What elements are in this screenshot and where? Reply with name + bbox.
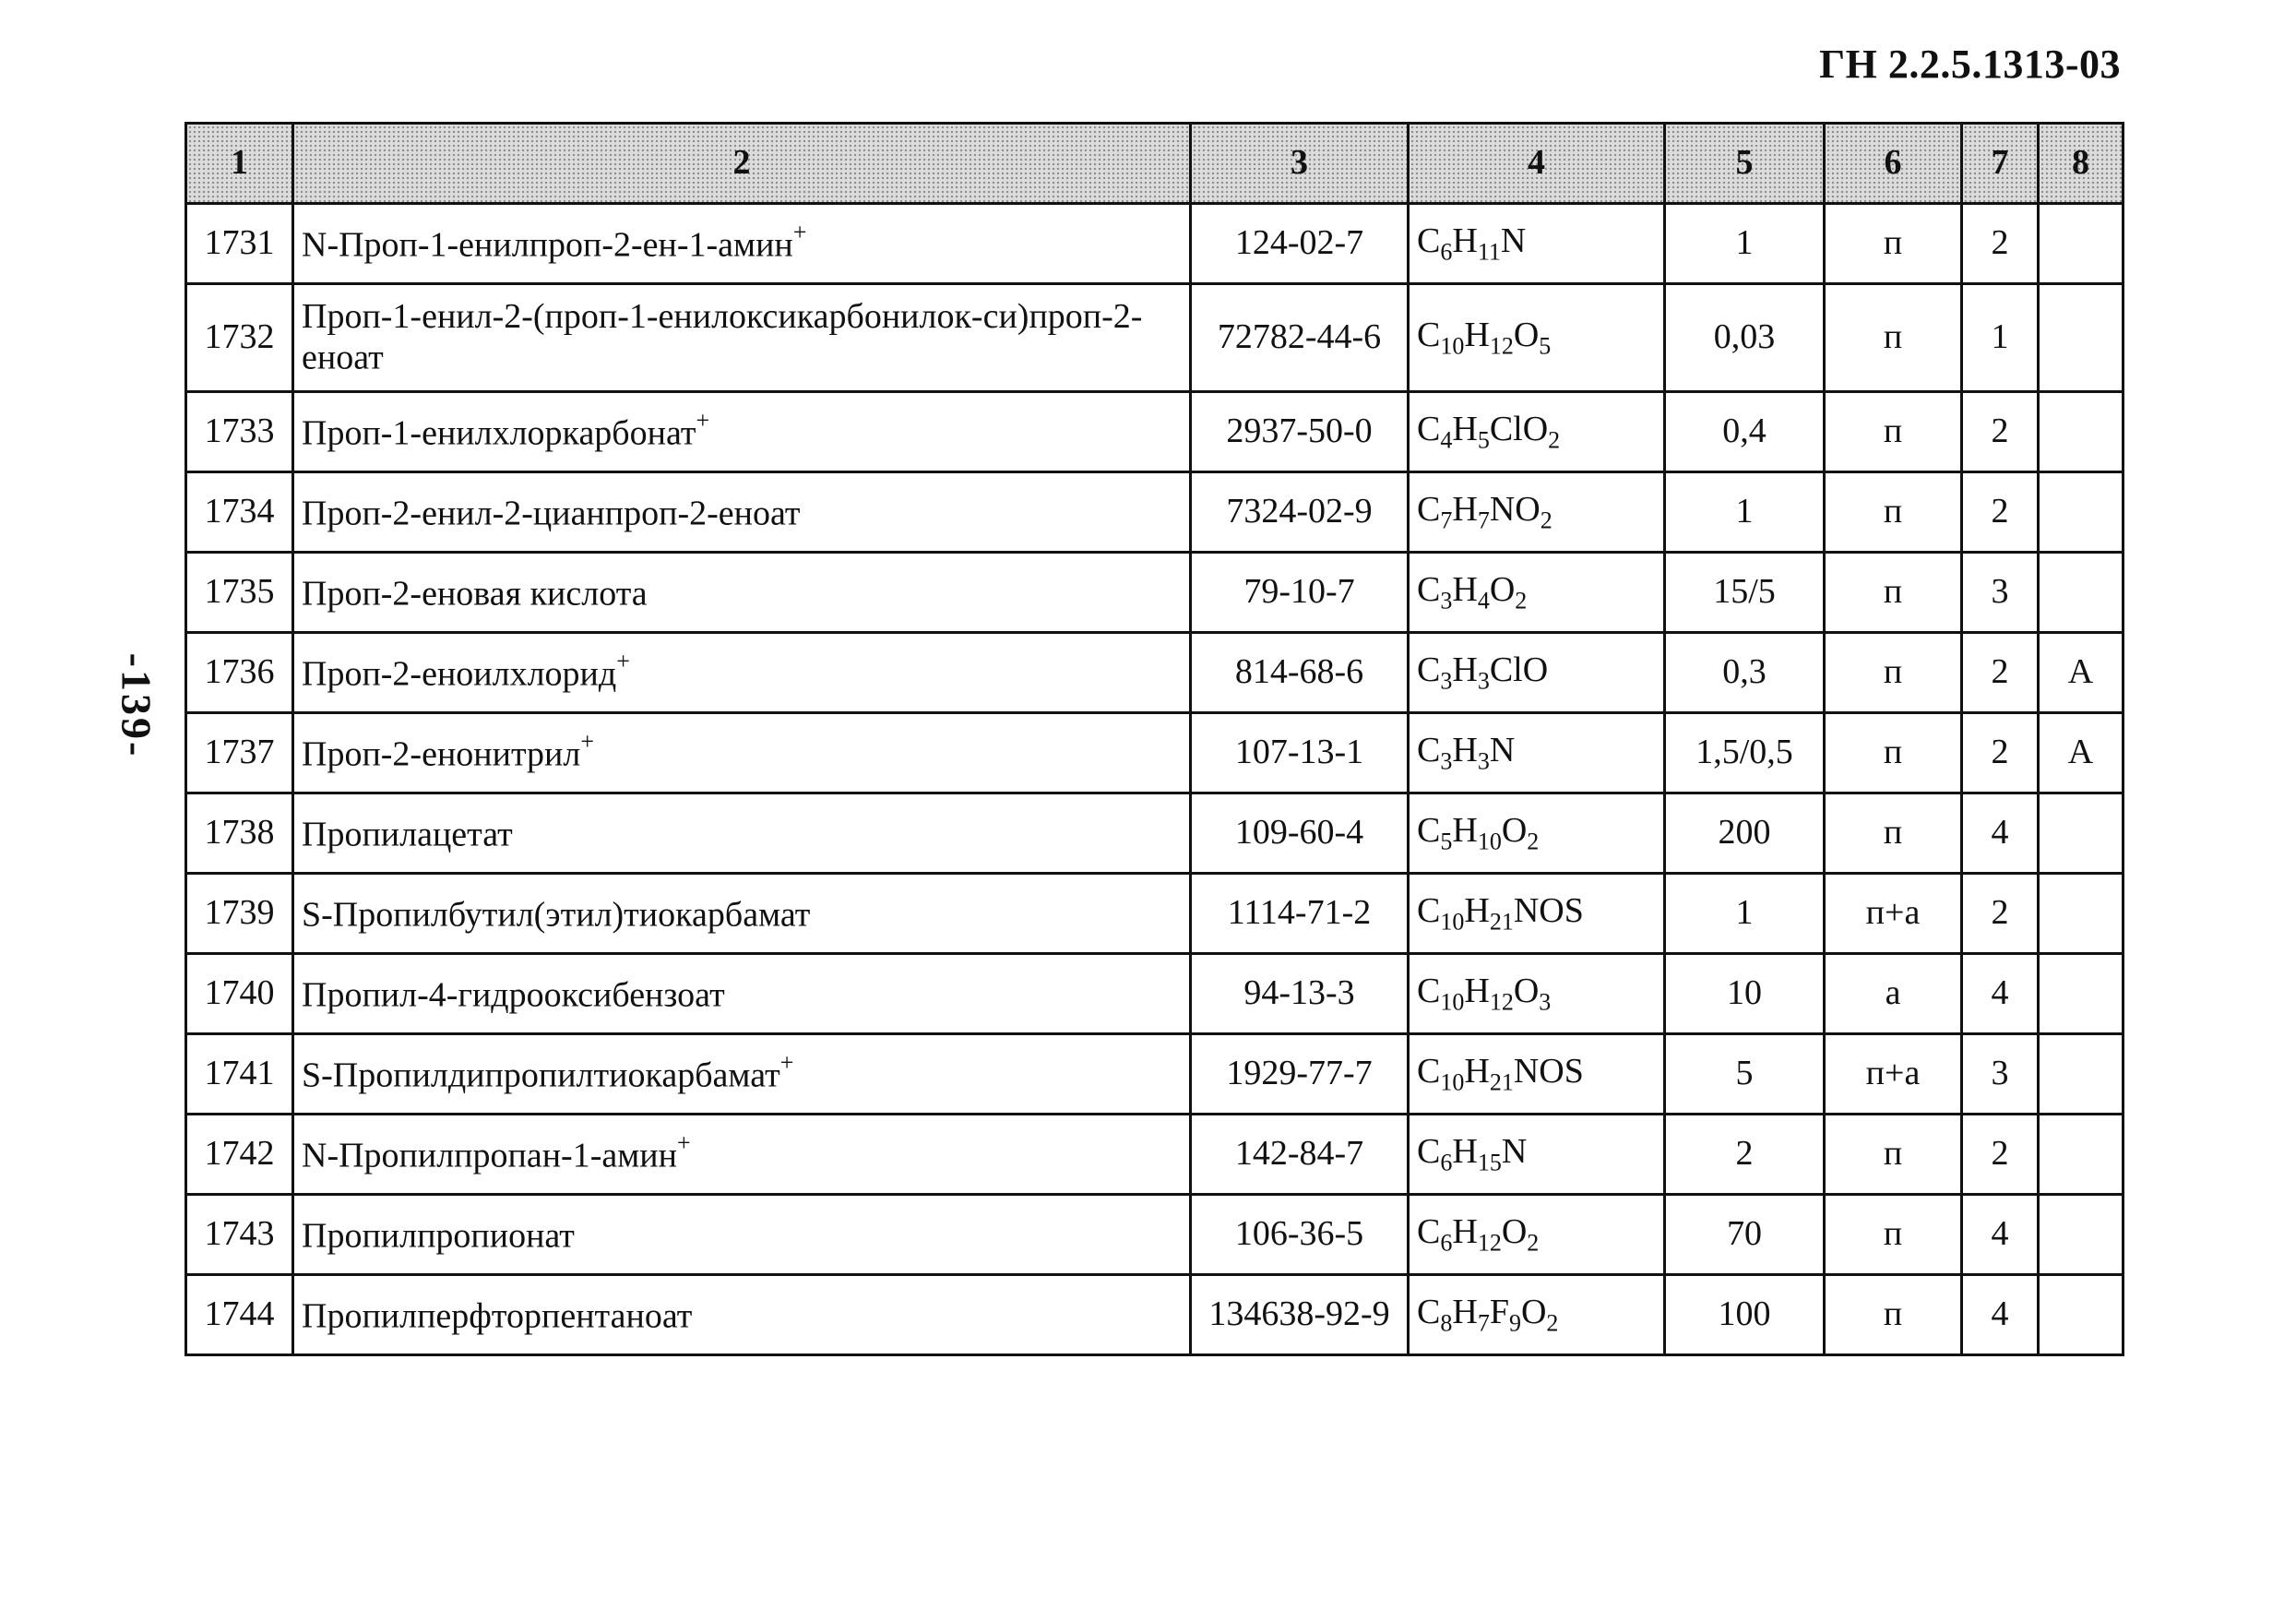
substance-name-cell <box>293 874 1191 954</box>
formula-element: O <box>1501 1211 1528 1251</box>
note-cell <box>2039 1034 2124 1115</box>
note-cell <box>2039 1275 2124 1355</box>
formula-subscript: 5 <box>1539 332 1552 360</box>
formula-subscript: 6 <box>1440 238 1453 266</box>
note-cell <box>2039 874 2124 954</box>
formula-subscript: 11 <box>1477 238 1501 266</box>
substance-name-cell <box>293 392 1191 472</box>
plus-marker: + <box>616 647 630 674</box>
hazard-class-cell: 4 <box>1962 1275 2039 1355</box>
formula-cell <box>1409 392 1665 472</box>
formula-subscript: 10 <box>1440 332 1465 360</box>
row-number-cell: 1733 <box>186 392 293 472</box>
formula-element: C <box>1417 1051 1441 1091</box>
substance-name: Проп-1-енилхлоркарбонат <box>302 413 696 453</box>
formula-element: C <box>1417 1131 1441 1171</box>
formula-cell <box>1409 553 1665 633</box>
hazard-class-cell: 2 <box>1962 472 2039 553</box>
substance-name-cell <box>293 553 1191 633</box>
formula-subscript: 3 <box>1477 747 1490 775</box>
formula-subscript: 8 <box>1440 1309 1453 1337</box>
note-cell: A <box>2039 633 2124 713</box>
value-cell: 70 <box>1665 1195 1825 1275</box>
formula-subscript: 2 <box>1515 587 1528 614</box>
formula-element: C <box>1417 1292 1441 1331</box>
column-header: 2 <box>293 124 1191 204</box>
formula-element: C <box>1417 569 1441 609</box>
table-row <box>186 472 2124 553</box>
row-number-cell: 1742 <box>186 1115 293 1195</box>
formula-subscript: 12 <box>1489 988 1514 1016</box>
column-header: 8 <box>2039 124 2124 204</box>
value-cell: 1 <box>1665 874 1825 954</box>
cas-number-cell: 2937-50-0 <box>1191 392 1409 472</box>
substance-name: S-Пропилдипропилтиокарбамат <box>302 1055 780 1095</box>
formula-subscript: 10 <box>1477 828 1502 855</box>
substance-name: N-Пропилпропан-1-амин <box>302 1136 677 1175</box>
formula-element: C <box>1417 810 1441 850</box>
formula-element: H <box>1452 221 1478 260</box>
formula-element: C <box>1417 409 1441 448</box>
cas-number-cell: 79-10-7 <box>1191 553 1409 633</box>
hazard-class-cell: 2 <box>1962 633 2039 713</box>
value-cell: 200 <box>1665 793 1825 874</box>
formula-element: ClO <box>1489 409 1549 448</box>
note-cell: A <box>2039 713 2124 793</box>
formula-element: H <box>1452 569 1478 609</box>
state-cell: п <box>1825 1275 1962 1355</box>
cas-number-cell: 134638-92-9 <box>1191 1275 1409 1355</box>
state-cell: п <box>1825 1195 1962 1275</box>
note-cell <box>2039 392 2124 472</box>
column-header: 6 <box>1825 124 1962 204</box>
value-cell: 15/5 <box>1665 553 1825 633</box>
formula-subscript: 21 <box>1489 908 1514 936</box>
substance-name: Пропилпропионат <box>302 1216 575 1256</box>
substance-name-cell <box>293 472 1191 553</box>
state-cell: п <box>1825 204 1962 284</box>
formula-subscript: 3 <box>1440 587 1453 614</box>
document-code: ГН 2.2.5.1313-03 <box>1819 42 2121 87</box>
formula-element: C <box>1417 315 1441 354</box>
row-number-cell: 1737 <box>186 713 293 793</box>
state-cell: п <box>1825 1115 1962 1195</box>
note-cell <box>2039 793 2124 874</box>
formula-subscript: 2 <box>1540 507 1552 534</box>
hazard-class-cell: 4 <box>1962 793 2039 874</box>
table-row <box>186 553 2124 633</box>
formula-element: H <box>1452 1292 1478 1331</box>
cas-number-cell: 814-68-6 <box>1191 633 1409 713</box>
table-row <box>186 1195 2124 1275</box>
formula-element: NOS <box>1513 890 1584 930</box>
formula-cell <box>1409 1195 1665 1275</box>
formula-element: C <box>1417 650 1441 689</box>
substance-name: S-Пропилбутил(этил)тиокарбамат <box>302 895 811 935</box>
formula-subscript: 7 <box>1477 1309 1490 1337</box>
formula-subscript: 6 <box>1440 1149 1453 1176</box>
hazard-class-cell: 3 <box>1962 553 2039 633</box>
state-cell: п <box>1825 392 1962 472</box>
substance-name-cell <box>293 284 1191 392</box>
formula-element: H <box>1452 489 1478 529</box>
substance-name-cell <box>293 633 1191 713</box>
row-number-cell: 1740 <box>186 954 293 1034</box>
note-cell <box>2039 954 2124 1034</box>
substance-name: Проп-2-еноилхлорид <box>302 654 617 694</box>
substance-name: Проп-2-енил-2-цианпроп-2-еноат <box>302 494 801 533</box>
formula-element: H <box>1452 730 1478 769</box>
substance-name: Проп-2-еновая кислота <box>302 574 648 614</box>
cas-number-cell: 107-13-1 <box>1191 713 1409 793</box>
hazard-class-cell: 2 <box>1962 392 2039 472</box>
formula-subscript: 12 <box>1489 332 1514 360</box>
formula-subscript: 9 <box>1508 1309 1521 1337</box>
state-cell: п+а <box>1825 1034 1962 1115</box>
value-cell: 0,03 <box>1665 284 1825 392</box>
formula-subscript: 15 <box>1477 1149 1502 1176</box>
plus-marker: + <box>676 1128 691 1156</box>
note-cell <box>2039 1115 2124 1195</box>
plus-marker: + <box>696 406 710 434</box>
formula-element: F <box>1489 1292 1509 1331</box>
value-cell: 100 <box>1665 1275 1825 1355</box>
table-row <box>186 1115 2124 1195</box>
formula-element: H <box>1452 1131 1478 1171</box>
substance-name: Пропил-4-гидрооксибензоат <box>302 975 725 1015</box>
value-cell: 1 <box>1665 472 1825 553</box>
row-number-cell: 1731 <box>186 204 293 284</box>
formula-subscript: 3 <box>1539 988 1552 1016</box>
cas-number-cell: 1929-77-7 <box>1191 1034 1409 1115</box>
column-header: 4 <box>1409 124 1665 204</box>
formula-subscript: 3 <box>1477 667 1490 695</box>
formula-subscript: 5 <box>1477 426 1490 454</box>
column-header: 1 <box>186 124 293 204</box>
row-number-cell: 1738 <box>186 793 293 874</box>
formula-cell <box>1409 633 1665 713</box>
value-cell: 10 <box>1665 954 1825 1034</box>
substance-name: Проп-2-енонитрил <box>302 734 581 774</box>
formula-cell <box>1409 954 1665 1034</box>
substance-name: Проп-1-енил-2-(проп-1-енилоксикарбонилок-си)проп-2-еноат <box>302 296 1143 377</box>
substance-name-cell <box>293 1275 1191 1355</box>
formula-subscript: 6 <box>1440 1229 1453 1257</box>
formula-cell <box>1409 284 1665 392</box>
formula-subscript: 4 <box>1477 587 1490 614</box>
state-cell: п <box>1825 284 1962 392</box>
state-cell: п+а <box>1825 874 1962 954</box>
column-header: 7 <box>1962 124 2039 204</box>
formula-element: N <box>1500 221 1527 260</box>
note-cell <box>2039 204 2124 284</box>
column-header: 5 <box>1665 124 1825 204</box>
hazard-class-cell: 2 <box>1962 713 2039 793</box>
formula-element: H <box>1452 810 1478 850</box>
table-row <box>186 874 2124 954</box>
value-cell: 2 <box>1665 1115 1825 1195</box>
cas-number-cell: 109-60-4 <box>1191 793 1409 874</box>
formula-subscript: 7 <box>1440 507 1453 534</box>
formula-element: C <box>1417 890 1441 930</box>
formula-subscript: 2 <box>1527 828 1540 855</box>
formula-subscript: 10 <box>1440 1068 1465 1096</box>
state-cell: а <box>1825 954 1962 1034</box>
formula-subscript: 10 <box>1440 988 1465 1016</box>
formula-subscript: 12 <box>1477 1229 1502 1257</box>
cas-number-cell: 142-84-7 <box>1191 1115 1409 1195</box>
cas-number-cell: 106-36-5 <box>1191 1195 1409 1275</box>
hazard-class-cell: 4 <box>1962 1195 2039 1275</box>
row-number-cell: 1732 <box>186 284 293 392</box>
formula-subscript: 7 <box>1477 507 1490 534</box>
formula-element: NO <box>1489 489 1541 529</box>
cas-number-cell: 72782-44-6 <box>1191 284 1409 392</box>
table-row <box>186 392 2124 472</box>
substance-name: Пропилперфторпентаноат <box>302 1296 693 1336</box>
formula-element: O <box>1501 810 1528 850</box>
state-cell: п <box>1825 633 1962 713</box>
value-cell: 1 <box>1665 204 1825 284</box>
table-row <box>186 954 2124 1034</box>
formula-element: C <box>1417 221 1441 260</box>
formula-element: N <box>1489 730 1516 769</box>
table-row <box>186 1275 2124 1355</box>
formula-cell <box>1409 1115 1665 1195</box>
row-number-cell: 1744 <box>186 1275 293 1355</box>
substances-table <box>184 122 2124 1356</box>
table-row <box>186 713 2124 793</box>
value-cell: 5 <box>1665 1034 1825 1115</box>
table-body <box>186 204 2124 1355</box>
substance-name-cell <box>293 793 1191 874</box>
formula-element: H <box>1464 890 1490 930</box>
formula-cell <box>1409 874 1665 954</box>
formula-element: H <box>1464 315 1490 354</box>
formula-element: C <box>1417 730 1441 769</box>
plus-marker: + <box>779 1048 794 1076</box>
table-row <box>186 204 2124 284</box>
substance-name: N-Проп-1-енилпроп-2-ен-1-амин <box>302 225 793 265</box>
formula-subscript: 21 <box>1489 1068 1514 1096</box>
formula-cell <box>1409 1275 1665 1355</box>
formula-element: N <box>1501 1131 1528 1171</box>
formula-element: C <box>1417 971 1441 1010</box>
table-header-row <box>186 124 2124 204</box>
hazard-class-cell: 2 <box>1962 204 2039 284</box>
row-number-cell: 1735 <box>186 553 293 633</box>
formula-element: C <box>1417 489 1441 529</box>
column-header: 3 <box>1191 124 1409 204</box>
note-cell <box>2039 284 2124 392</box>
formula-element: H <box>1464 1051 1490 1091</box>
table-row <box>186 633 2124 713</box>
hazard-class-cell: 4 <box>1962 954 2039 1034</box>
plus-marker: + <box>792 218 807 245</box>
cas-number-cell: 94-13-3 <box>1191 954 1409 1034</box>
formula-subscript: 5 <box>1440 828 1453 855</box>
formula-element: H <box>1464 971 1490 1010</box>
formula-element: O <box>1513 315 1540 354</box>
row-number-cell: 1734 <box>186 472 293 553</box>
hazard-class-cell: 2 <box>1962 874 2039 954</box>
formula-cell <box>1409 713 1665 793</box>
row-number-cell: 1736 <box>186 633 293 713</box>
state-cell: п <box>1825 472 1962 553</box>
hazard-class-cell: 2 <box>1962 1115 2039 1195</box>
formula-subscript: 2 <box>1546 1309 1559 1337</box>
table-row <box>186 284 2124 392</box>
table-row <box>186 1034 2124 1115</box>
formula-cell <box>1409 472 1665 553</box>
note-cell <box>2039 1195 2124 1275</box>
note-cell <box>2039 472 2124 553</box>
note-cell <box>2039 553 2124 633</box>
row-number-cell: 1741 <box>186 1034 293 1115</box>
substance-name-cell <box>293 1034 1191 1115</box>
formula-subscript: 2 <box>1548 426 1561 454</box>
state-cell: п <box>1825 553 1962 633</box>
formula-subscript: 3 <box>1440 667 1453 695</box>
value-cell: 1,5/0,5 <box>1665 713 1825 793</box>
row-number-cell: 1743 <box>186 1195 293 1275</box>
formula-element: ClO <box>1489 650 1549 689</box>
substance-name-cell <box>293 204 1191 284</box>
value-cell: 0,4 <box>1665 392 1825 472</box>
formula-element: O <box>1489 569 1516 609</box>
formula-cell <box>1409 204 1665 284</box>
cas-number-cell: 7324-02-9 <box>1191 472 1409 553</box>
state-cell: п <box>1825 793 1962 874</box>
formula-cell <box>1409 1034 1665 1115</box>
substance-name-cell <box>293 713 1191 793</box>
value-cell: 0,3 <box>1665 633 1825 713</box>
formula-subscript: 4 <box>1440 426 1453 454</box>
formula-cell <box>1409 793 1665 874</box>
hazard-class-cell: 1 <box>1962 284 2039 392</box>
formula-element: H <box>1452 1211 1478 1251</box>
state-cell: п <box>1825 713 1962 793</box>
page-number: -139- <box>113 652 161 759</box>
formula-element: NOS <box>1513 1051 1584 1091</box>
cas-number-cell: 124-02-7 <box>1191 204 1409 284</box>
formula-element: H <box>1452 409 1478 448</box>
cas-number-cell: 1114-71-2 <box>1191 874 1409 954</box>
formula-subscript: 10 <box>1440 908 1465 936</box>
formula-element: O <box>1513 971 1540 1010</box>
substance-name-cell <box>293 954 1191 1034</box>
plus-marker: + <box>580 727 595 755</box>
formula-subscript: 2 <box>1527 1229 1540 1257</box>
substance-name: Пропилацетат <box>302 815 513 854</box>
formula-element: C <box>1417 1211 1441 1251</box>
formula-element: H <box>1452 650 1478 689</box>
substance-name-cell <box>293 1115 1191 1195</box>
table-row <box>186 793 2124 874</box>
hazard-class-cell: 3 <box>1962 1034 2039 1115</box>
formula-element: O <box>1520 1292 1547 1331</box>
substance-name-cell <box>293 1195 1191 1275</box>
row-number-cell: 1739 <box>186 874 293 954</box>
formula-subscript: 3 <box>1440 747 1453 775</box>
